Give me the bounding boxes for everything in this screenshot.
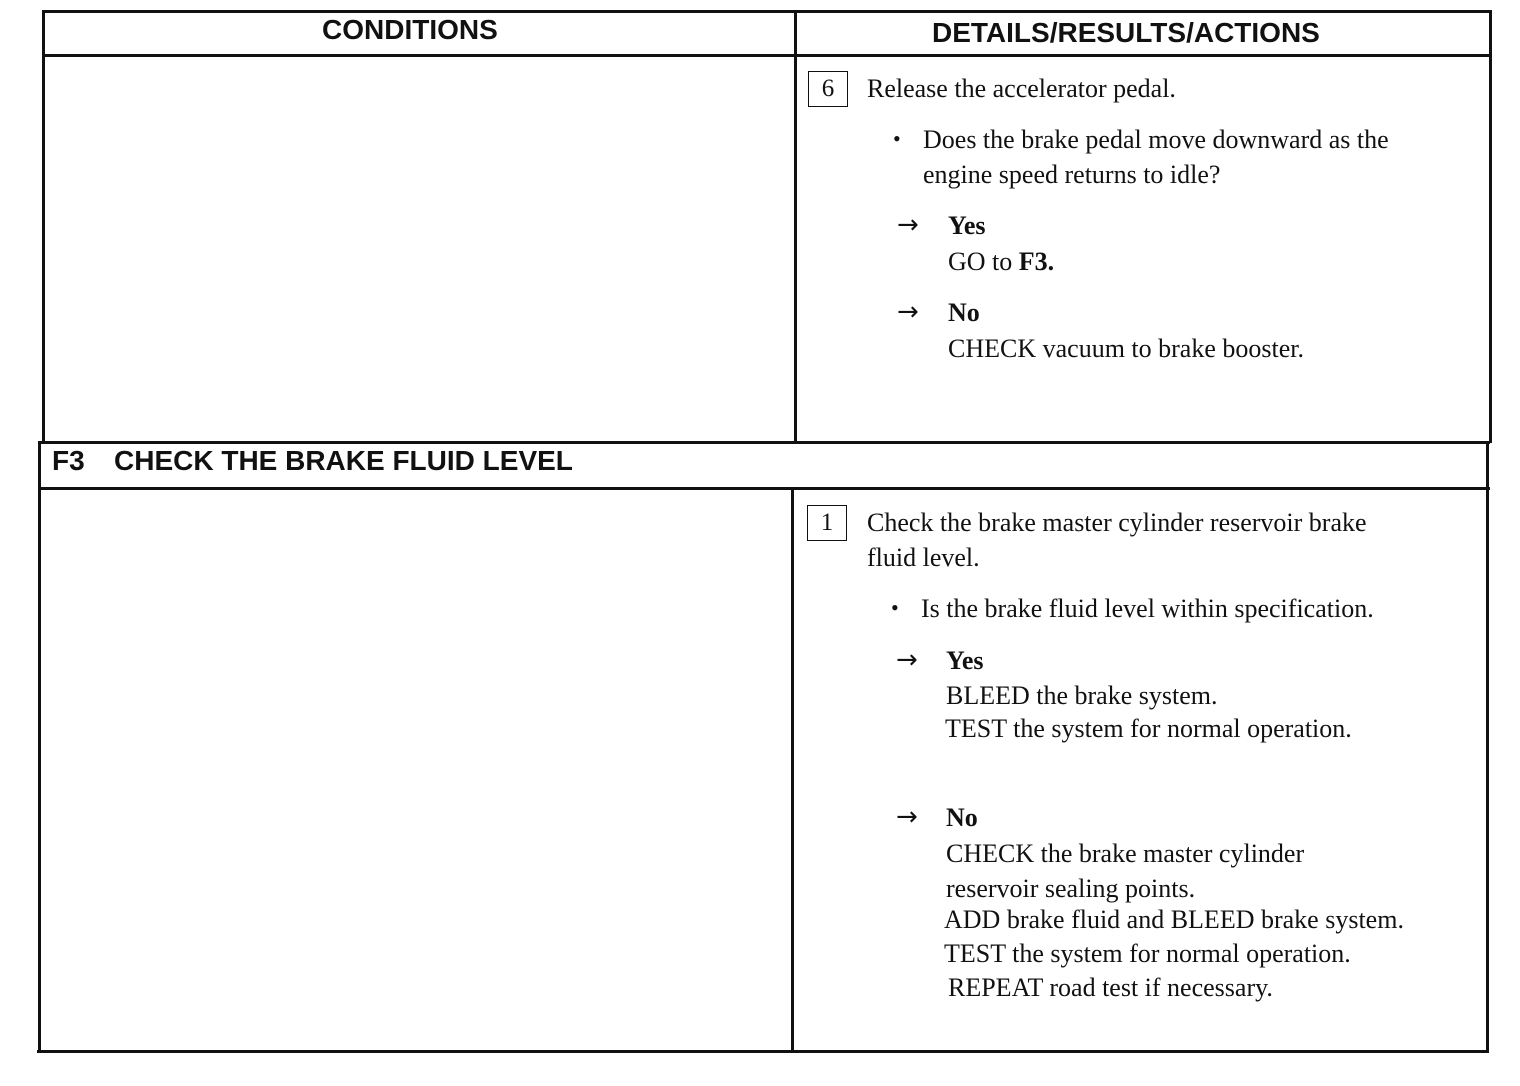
- step-instruction-line2: fluid level.: [867, 543, 980, 572]
- step-instruction-line1: Check the brake master cylinder reservoir brake: [867, 508, 1367, 537]
- section-title: CHECK THE BRAKE FLUID LEVEL: [114, 445, 573, 476]
- conditions-header: CONDITIONS: [322, 14, 498, 45]
- no-action-line: reservoir sealing points.: [946, 874, 1196, 903]
- yes-label: Yes: [946, 646, 984, 675]
- header-bottom-border: [42, 54, 1492, 57]
- table-left-border-lower: [38, 441, 41, 1053]
- bullet-icon: •: [891, 595, 899, 620]
- column-divider-lower: [791, 487, 794, 1053]
- step-instruction: Release the accelerator pedal.: [867, 74, 1176, 103]
- no-action: CHECK vacuum to brake booster.: [948, 334, 1304, 363]
- yes-action-line: TEST the system for normal operation.: [945, 714, 1352, 743]
- table-top-border: [42, 10, 1492, 13]
- bullet-icon: •: [893, 126, 901, 151]
- section-top-border: [40, 441, 1490, 444]
- yes-go-text: GO to: [948, 247, 1013, 276]
- step-number-box: 1: [807, 505, 847, 541]
- arrow-right-icon: →: [897, 297, 919, 327]
- no-action-line: TEST the system for normal operation.: [944, 939, 1351, 968]
- section-code: F3: [52, 445, 85, 476]
- step-question: Is the brake fluid level within specification.: [921, 594, 1374, 623]
- no-action-line: CHECK the brake master cylinder: [946, 839, 1305, 868]
- yes-action: [948, 244, 1054, 279]
- yes-label: Yes: [948, 211, 986, 240]
- no-action-line: REPEAT road test if necessary.: [948, 973, 1273, 1002]
- no-label: No: [948, 298, 980, 327]
- yes-go-target: F3.: [1018, 247, 1055, 276]
- arrow-right-icon: →: [896, 802, 918, 832]
- table-right-border: [1489, 10, 1492, 443]
- no-action-line: ADD brake fluid and BLEED brake system.: [944, 905, 1404, 934]
- section-bottom-border: [40, 487, 1490, 490]
- step-number-box: 6: [808, 71, 848, 107]
- details-header: DETAILS/RESULTS/ACTIONS: [932, 17, 1320, 48]
- step-question-line1: Does the brake pedal move downward as the: [923, 125, 1389, 154]
- no-label: No: [946, 803, 978, 832]
- arrow-right-icon: →: [896, 645, 918, 675]
- table-bottom-border: [37, 1050, 1489, 1053]
- column-divider-upper: [794, 10, 797, 443]
- table-left-border: [42, 10, 45, 443]
- arrow-right-icon: →: [897, 210, 919, 240]
- table-right-border-lower: [1486, 441, 1489, 1053]
- yes-action-line: BLEED the brake system.: [946, 681, 1218, 710]
- step-question-line2: engine speed returns to idle?: [923, 160, 1221, 189]
